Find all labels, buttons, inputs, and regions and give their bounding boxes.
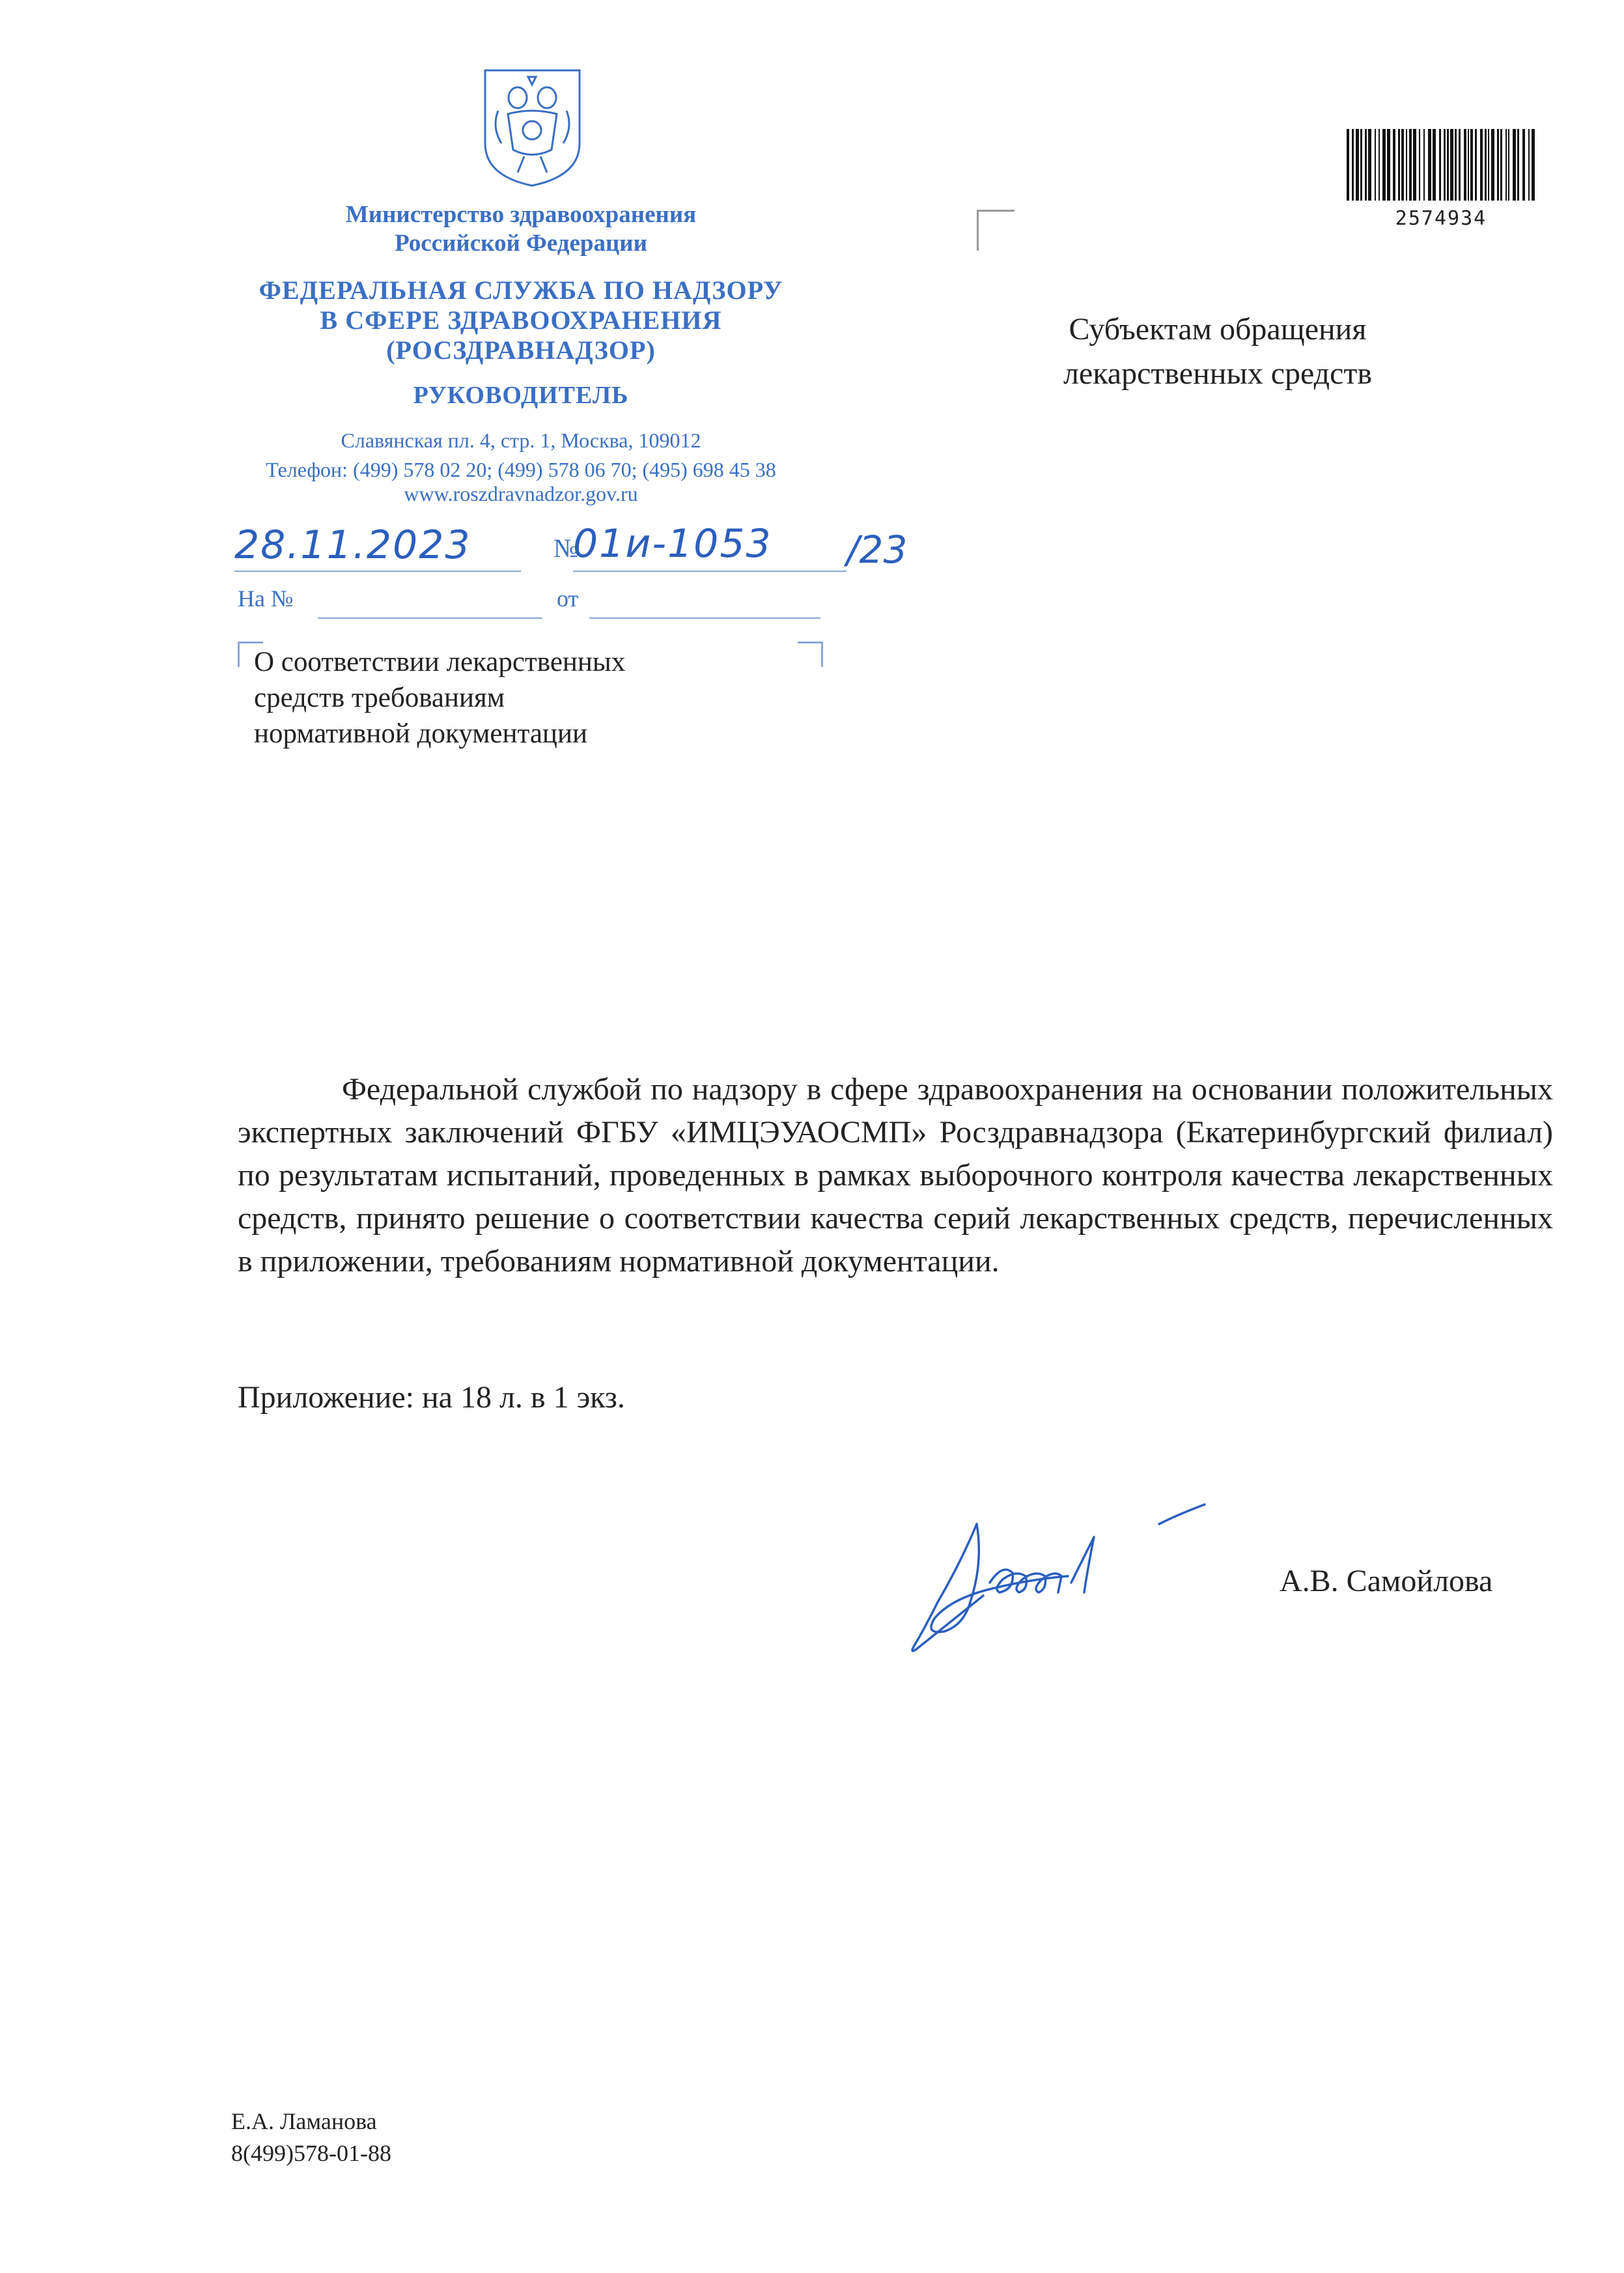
barcode-bar (1433, 129, 1436, 201)
barcode-bar (1413, 129, 1416, 201)
handwritten-signature (899, 1485, 1263, 1661)
barcode-bar (1508, 129, 1509, 201)
reply-date-line (589, 617, 820, 619)
barcode-bar (1439, 129, 1441, 201)
barcode-bar (1488, 129, 1489, 201)
barcode-bar (1444, 129, 1446, 201)
barcode-bar (1393, 129, 1395, 201)
barcode-bar (1532, 129, 1535, 201)
ministry-name-line1: Министерство здравоохранения (345, 201, 697, 228)
barcode-bar (1352, 129, 1354, 201)
barcode-bar (1409, 129, 1412, 201)
barcode-bar (1382, 129, 1386, 201)
barcode-bar (1528, 129, 1530, 201)
registration-date: 28.11.2023 (234, 522, 471, 568)
addressee-line2: лекарственных средств (1063, 356, 1373, 391)
ministry-name-line2: Российской Федерации (395, 230, 647, 257)
barcode-bar (1368, 129, 1371, 201)
date-underline (234, 571, 521, 572)
barcode-bar (1485, 129, 1487, 201)
barcode-bar (1428, 129, 1431, 201)
barcode-bar (1356, 129, 1359, 201)
letterhead-phones: Телефон: (499) 578 02 20; (499) 578 06 70; (495) 698 45 38 (266, 458, 776, 481)
number-underline (573, 571, 847, 572)
registration-number: 01и-1053 (573, 521, 772, 567)
service-name-line3: (РОСЗДРАВНАДЗОР) (386, 335, 656, 365)
barcode-bar (1505, 129, 1507, 201)
barcode-bar (1423, 129, 1425, 201)
barcode-bar (1513, 129, 1516, 201)
barcode-bar (1470, 129, 1473, 201)
barcode-bar (1419, 129, 1420, 201)
service-name-line1: ФЕДЕРАЛЬНАЯ СЛУЖБА ПО НАДЗОРУ (259, 275, 783, 305)
barcode-bar (1365, 129, 1367, 201)
subject-line1: О соответствии лекарственных (254, 647, 626, 677)
barcode-bar (1500, 129, 1502, 201)
barcode-bar (1468, 129, 1469, 201)
signer-name: А.В. Самойлова (1280, 1564, 1493, 1598)
barcode-bar (1450, 129, 1453, 201)
reply-date-label: от (557, 586, 579, 612)
barcode-bar (1347, 129, 1349, 201)
letterhead-website: www.roszdravnadzor.gov.ru (404, 482, 638, 505)
letterhead-address: Славянская пл. 4, стр. 1, Москва, 109012 (341, 429, 701, 452)
barcode-bar (1475, 129, 1477, 201)
barcode-bar (1375, 129, 1376, 201)
barcode-bar (1401, 129, 1404, 201)
barcode-bar (1480, 129, 1483, 201)
barcode-bar (1447, 129, 1449, 201)
executor-phone: 8(499)578-01-88 (231, 2140, 391, 2166)
subject-line3: нормативной документации (254, 718, 587, 749)
reply-to-label: На № (238, 586, 294, 612)
russian-coat-of-arms-icon (479, 65, 586, 189)
barcode-bar (1517, 129, 1519, 201)
position-title: РУКОВОДИТЕЛЬ (413, 382, 629, 409)
registration-number-suffix: /23 (847, 528, 908, 572)
barcode-number: 2574934 (1395, 207, 1487, 230)
barcode-bar (1387, 129, 1390, 201)
barcode-bar (1360, 129, 1362, 201)
service-name-line2: В СФЕРЕ ЗДРАВООХРАНЕНИЯ (320, 305, 722, 335)
barcode-bar (1459, 129, 1461, 201)
executor-name: Е.А. Ламанова (231, 2108, 377, 2134)
barcode-bar (1455, 129, 1457, 201)
barcode-bar (1379, 129, 1380, 201)
attachment-note: Приложение: на 18 л. в 1 экз. (238, 1380, 625, 1415)
barcode (1347, 129, 1535, 201)
barcode-bar (1406, 129, 1407, 201)
addressee-line1: Субъектам обращения (1069, 312, 1367, 346)
barcode-bar (1497, 129, 1499, 201)
barcode-bar (1491, 129, 1494, 201)
subject-bracket-right (798, 642, 823, 667)
barcode-bar (1398, 129, 1400, 201)
addressee-bracket (977, 210, 1015, 251)
registration-number-label: № (553, 533, 579, 563)
barcode-bar (1464, 129, 1466, 201)
subject-line2: средств требованиям (254, 683, 505, 713)
body-paragraph: Федеральной службой по надзору в сфере здравоохранения на основании положительных экспертных заключений ФГБУ «ИМЦЭУАОСМП» Росздравнадзора (Екатеринбургский филиал) по результатам испытаний, проведенных в рамках выборочного контроля качества лекарственных средств, принято решение о соответствии качества серий лекарственных средств, перечисленных в приложении, требованиям нормативной документации. (238, 1072, 1553, 1278)
barcode-bar (1522, 129, 1525, 201)
reply-number-line (318, 617, 542, 619)
